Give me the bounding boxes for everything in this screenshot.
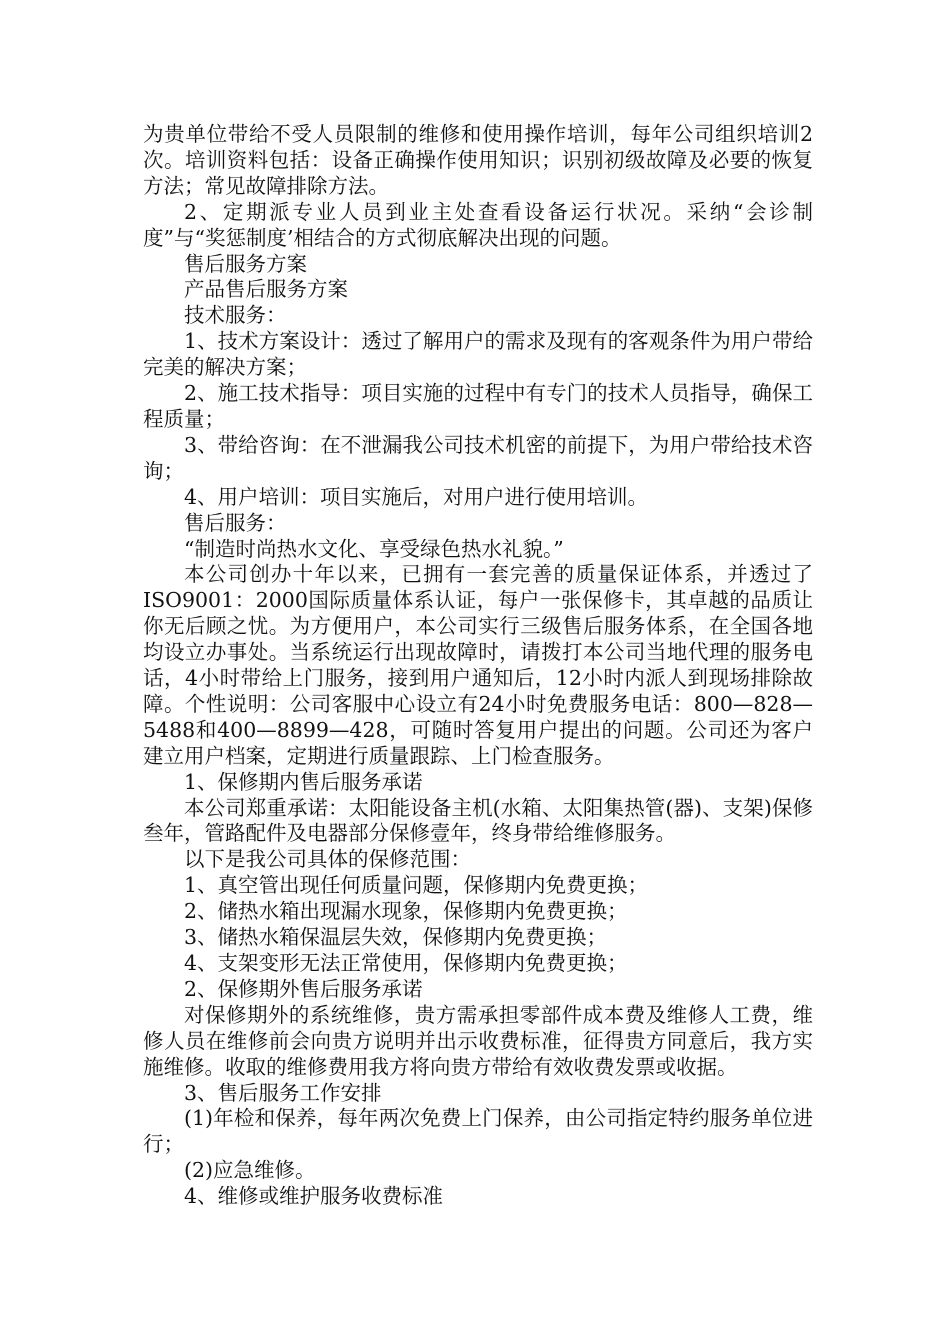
paragraph-1: 为贵单位带给不受人员限制的维修和使用操作培训，每年公司组织培训2次。培训资料包括：设备正确操作使用知识；识别初级故障及必要的恢复方法；常见故障排除方法。 bbox=[143, 122, 813, 198]
paragraph-25: 4、维修或维护服务收费标准 bbox=[184, 1184, 444, 1209]
paragraph-12: 本公司创办十年以来，已拥有一套完善的质量保证体系，并透过了ISO9001：2000国际质量体系认证，每户一张保修卡，其卓越的品质让你无后顾之忧。为方便用户，本公司实行三级售后服务体系，在全国各地均设立办事处。当系统运行出现故障时，请拨打本公司当地代理的服务电话，4小时带给上门服务，接到用户通知后，12小时内派人到现场排除故障。个性说明：公司客服中心设立有24小时免费服务电话：800—828—5488和400—8899—428，可随时答复用户提出的问题。公司还为客户建立用户档案，定期进行质量跟踪、上门检查服务。 bbox=[143, 562, 813, 768]
paragraph-6: 1、技术方案设计：透过了解用户的需求及现有的客观条件为用户带给完美的解决方案； bbox=[143, 329, 813, 380]
paragraph-7: 2、施工技术指导：项目实施的过程中有专门的技术人员指导，确保工程质量； bbox=[143, 381, 813, 431]
paragraph-15: 以下是我公司具体的保修范围： bbox=[184, 847, 471, 872]
paragraph-5: 技术服务： bbox=[184, 303, 287, 328]
paragraph-21: 对保修期外的系统维修，贵方需承担零部件成本费及维修人工费，维修人员在维修前会向贵方说明并出示收费标准，征得贵方同意后，我方实施维修。收取的维修费用我方将向贵方带给有效收费发票或收据。 bbox=[143, 1002, 813, 1079]
document-body bbox=[143, 122, 813, 1210]
paragraph-3: 售后服务方案 bbox=[184, 251, 307, 276]
paragraph-4: 产品售后服务方案 bbox=[184, 277, 348, 302]
paragraph-16: 1、真空管出现任何质量问题，保修期内免费更换； bbox=[184, 873, 649, 898]
paragraph-17: 2、储热水箱出现漏水现象，保修期内免费更换； bbox=[184, 899, 628, 924]
paragraph-13: 1、保修期内售后服务承诺 bbox=[184, 769, 423, 794]
paragraph-2: 2、定期派专业人员到业主处查看设备运行状况。采纳“会诊制度”与“奖惩制度’相结合的方式彻底解决出现的问题。 bbox=[143, 199, 813, 250]
paragraph-20: 2、保修期外售后服务承诺 bbox=[184, 976, 423, 1001]
paragraph-23: (1)年检和保养，每年两次免费上门保养，由公司指定特约服务单位进行； bbox=[143, 1106, 813, 1157]
paragraph-14: 本公司郑重承诺：太阳能设备主机(水箱、太阳集热管(器)、支架)保修叁年，管路配件及电器部分保修壹年，终身带给维修服务。 bbox=[143, 795, 813, 846]
paragraph-22: 3、售后服务工作安排 bbox=[184, 1080, 382, 1105]
paragraph-10: 售后服务： bbox=[184, 510, 287, 535]
paragraph-19: 4、支架变形无法正常使用，保修期内免费更换； bbox=[184, 951, 628, 975]
paragraph-18: 3、储热水箱保温层失效，保修期内免费更换； bbox=[184, 925, 608, 950]
paragraph-11: “制造时尚热水文化、享受绿色热水礼貌。” bbox=[184, 536, 564, 561]
paragraph-8: 3、带给咨询：在不泄漏我公司技术机密的前提下，为用户带给技术咨询； bbox=[143, 432, 813, 483]
paragraph-24: (2)应急维修。 bbox=[184, 1158, 316, 1183]
paragraph-9: 4、用户培训：项目实施后，对用户进行使用培训。 bbox=[184, 484, 649, 509]
